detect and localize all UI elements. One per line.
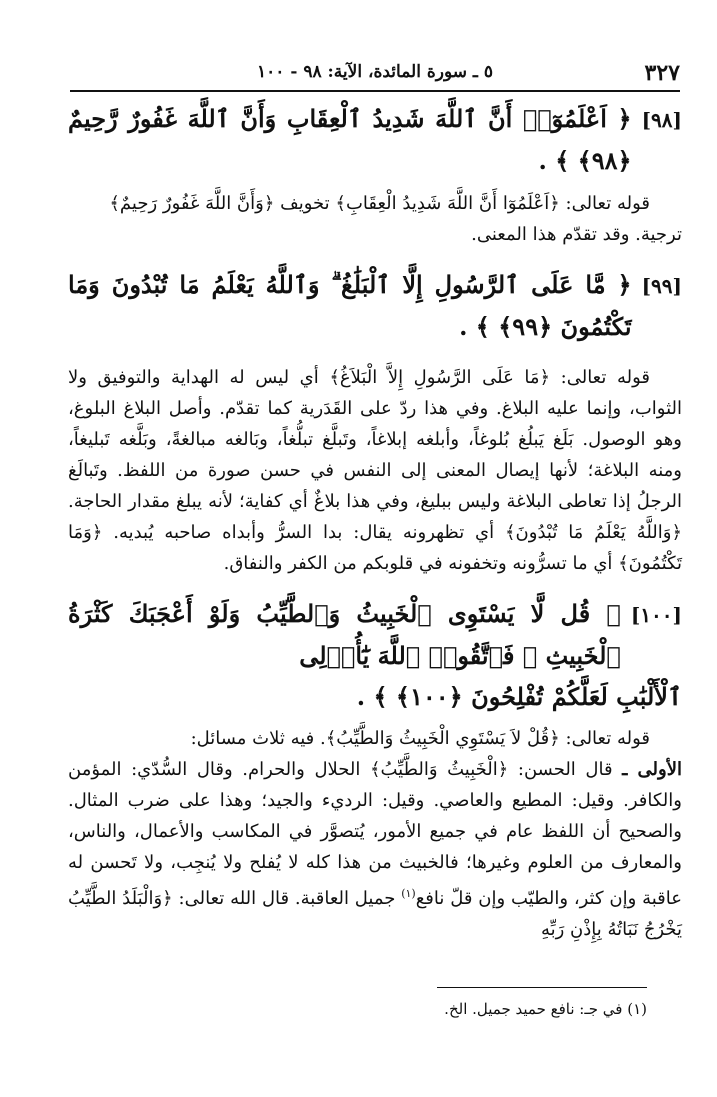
commentary-98-line2: ترجية. وقد تقدّم هذا المعنى. <box>471 224 682 245</box>
commentary-99: قوله تعالى: ﴿مَا عَلَى الرَّسُولِ إِلاَّ الْبَلاَغُ﴾ أي ليس له الهداية والتوفيق ولا الثواب، وإنما عليه البلاغ. وفي هذا ردّ على القَدَرية كما تقدّم. وأصل البلاغ البلوغ، وهو الوصول. بَلَغ يَبلُغ بُلوغاً، وأبلغه إبلاغاً، وتَبلَّغ تبلُّغاً، وبَالغه مبالغةً، وبَلَّغه تَبليغاً، ومنه البلاغة؛ لأنها إيصال المعنى إلى النفس في حسن صورة من اللفظ. وتَبالَغ الرجلُ إذا تعاطى البلاغة وليس ببليغ، وفي هذا بلاغٌ أي كفاية؛ لأنه يبلغ مقدار الحاجة. ﴿وَاللَّهُ يَعْلَمُ مَا تُبْدُونَ﴾ أي تظهرونه يقال: بدا السرُّ وأبداه صاحبه يُبديه. ﴿وَمَا تَكْتُمُونَ﴾ أي ما تسرُّونه وتخفونه في قلوبكم من الكفر والنفاق. <box>68 367 682 574</box>
verse-number: [٩٨] <box>641 108 682 132</box>
verse-99 <box>68 264 682 348</box>
footnote-text: في جـ: نافع حميد جميل. الخ. <box>444 1000 623 1018</box>
running-title: ٥ ـ سورة المائدة، الآية: ٩٨ - ١٠٠ <box>257 62 493 82</box>
commentary-100-first-issue <box>68 754 682 945</box>
verse-100 <box>68 593 682 717</box>
footnote-reference: (١) <box>401 887 416 900</box>
verse-text-continuation: ٱلْأَلْبَٰبِ لَعَلَّكُمْ تُفْلِحُونَ ﴿١٠٠﴾ ﴾ . <box>356 682 682 711</box>
commentary-100-intro: قوله تعالى: ﴿قُلْ لاَ يَسْتَوِي الْخَبِيثُ وَالطَّيِّبُ﴾. فيه ثلاث مسائل: <box>190 728 650 749</box>
issue-text: قال الحسن: ﴿الْخَبِيثُ وَالطَّيِّبُ﴾ الحلال والحرام. وقال السُّدّي: المؤمن والكافر. وقيل: المطيع والعاصي. وقيل: الرديء والجيد؛ وهذا على ضرب المثال. والصحيح أن اللفظ عام في جميع الأمور، يُتصوَّر في المكاسب والأعمال، والناس، والمعارف من العلوم وغيرها؛ فالخبيث من هذا كله لا يُفلح ولا يُنجِب، ولا تَحسن له عاقبة وإن كثر، والطيّب وإن قلّ نافع <box>68 759 682 909</box>
issue-text-continued: جميل العاقبة. قال الله تعالى: ﴿وَالْبَلَدُ الطَّيِّبُ يَخْرُجُ نَبَاتُهُ بِإِذْنِ رَبِّهِ <box>68 888 682 940</box>
verse-number: [١٠٠] <box>630 603 682 627</box>
verse-text: ﴿ اَعْلَمُوٓا۟ أَنَّ ٱللَّهَ شَدِيدُ ٱلْعِقَابِ وَأَنَّ ٱللَّهَ غَفُورٌ رَّحِيمٌ ﴿٩٨﴾ ﴾ . <box>68 104 632 175</box>
commentary-98-line1: قوله تعالى: ﴿اَعْلَمُوٓا أَنَّ اللَّهَ شَدِيدُ الْعِقَابِ﴾ تخويف ﴿وَأَنَّ اللَّهَ غَفُورٌ رَحِيمٌ﴾ <box>109 193 650 214</box>
page-content <box>68 98 682 945</box>
verse-number: [٩٩] <box>641 274 682 298</box>
footnote-marker: (١) <box>627 1000 647 1018</box>
page-header <box>70 60 680 92</box>
verse-text: ﴿ قُل لَّا يَسْتَوِى ٱلْخَبِيثُ وَٱلطَّيِّبُ وَلَوْ أَعْجَبَكَ كَثْرَةُ ٱلْخَبِيثِ ۚ فَٱتَّقُوا۟ ٱللَّهَ يَٰٓأُو۟لِى <box>68 599 621 670</box>
verse-text: ﴿ مَّا عَلَى ٱلرَّسُولِ إِلَّا ٱلْبَلَٰغُ ۗ وَٱللَّهُ يَعْلَمُ مَا تُبْدُونَ وَمَا تَكْتُمُونَ ﴿٩٩﴾ ﴾ . <box>68 270 632 341</box>
issue-label: الأولى ـ <box>622 759 682 780</box>
verse-98 <box>68 98 682 182</box>
footnote-divider <box>437 987 647 988</box>
footnote <box>37 998 647 1020</box>
page-number: ٣٢٧ <box>644 60 680 86</box>
